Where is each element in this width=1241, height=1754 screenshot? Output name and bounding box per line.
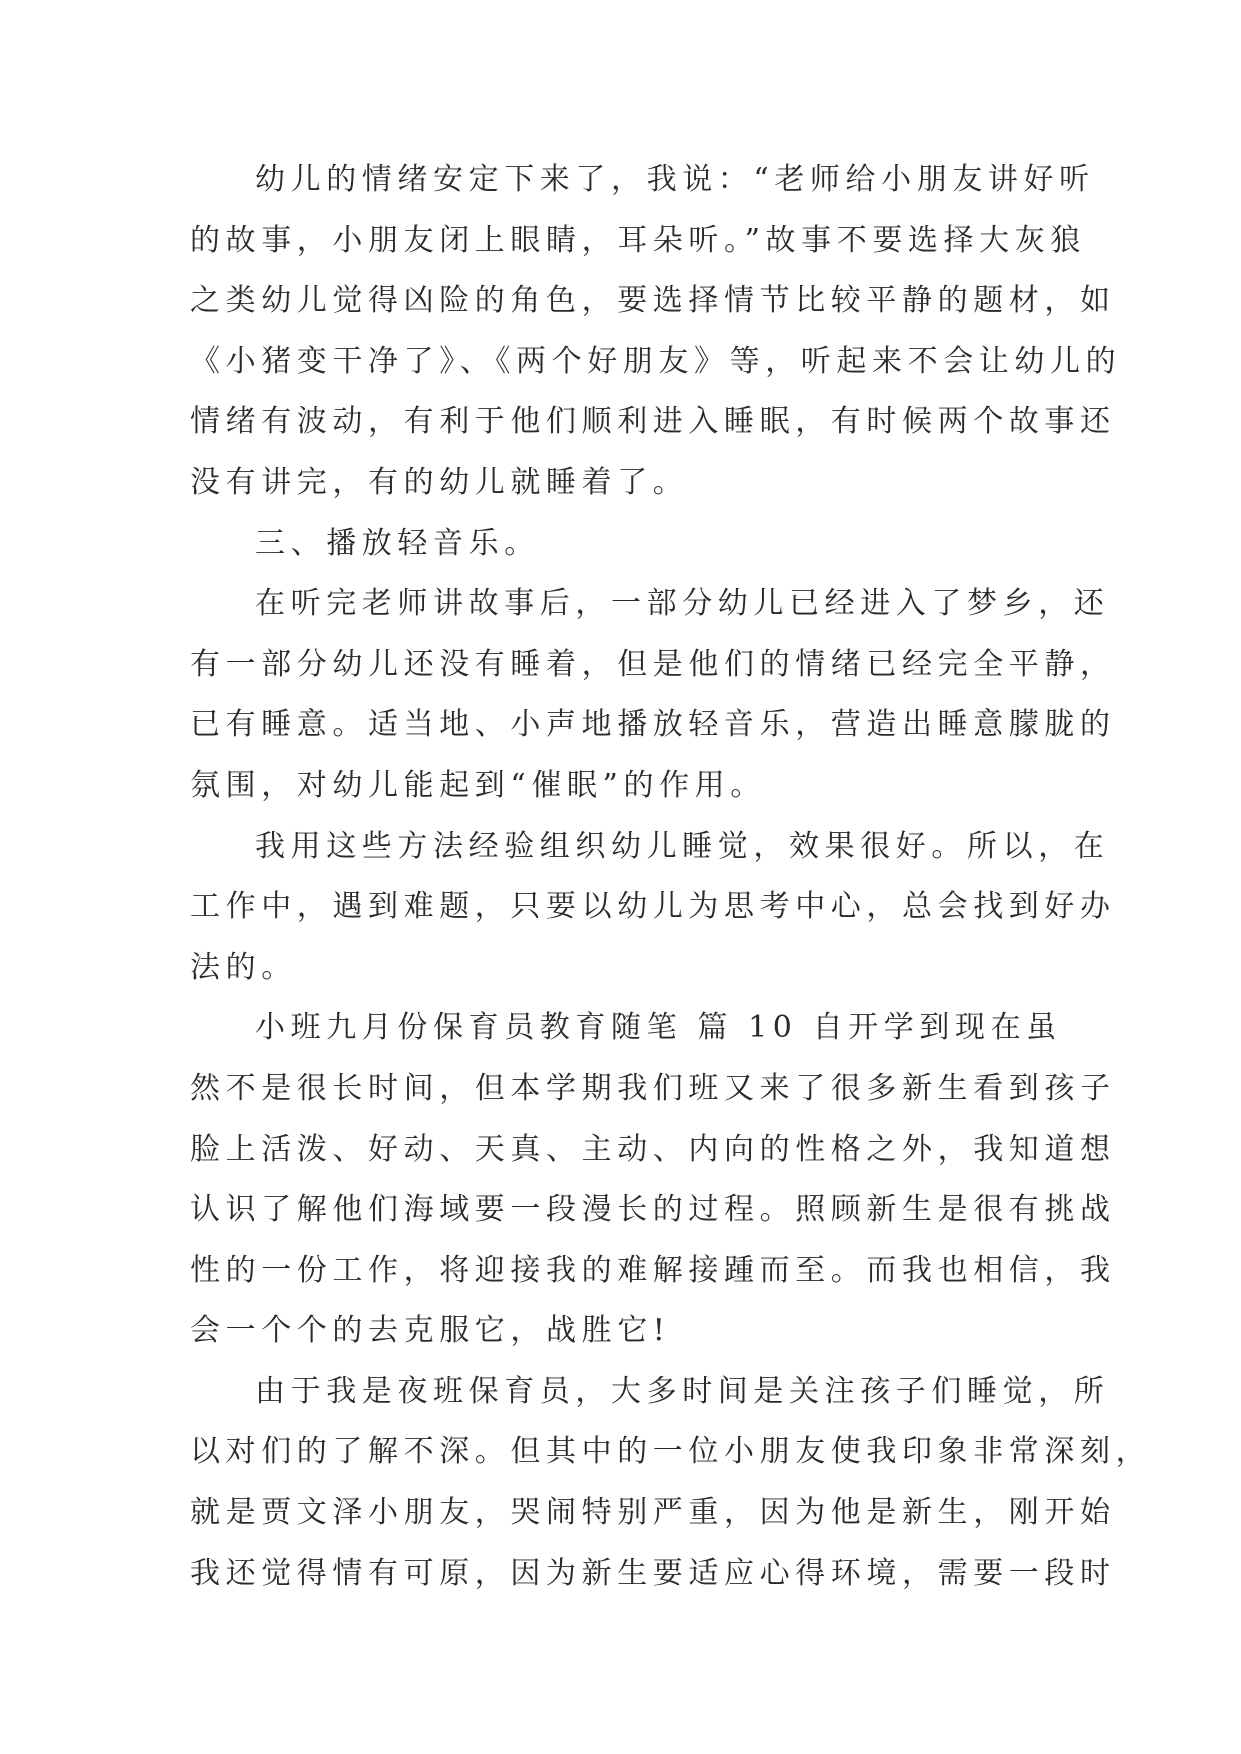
text-line: 情绪有波动，有利于他们顺利进入睡眠，有时候两个故事还 [190,404,1116,440]
text-line: 性的一份工作，将迎接我的难解接踵而至。而我也相信，我 [190,1252,1116,1288]
body-text [190,162,1152,1619]
text-line: 就是贾文泽小朋友，哭闹特别严重，因为他是新生，刚开始 [190,1495,1116,1531]
text-line: 以对们的了解不深。但其中的一位小朋友使我印象非常深刻， [190,1434,1152,1470]
text-line: 幼儿的情绪安定下来了，我说：“老师给小朋友讲好听 [255,162,1095,197]
text-line: 我用这些方法经验组织幼儿睡觉，效果很好。所以，在 [255,828,1110,864]
text-line: 脸上活泼、好动、天真、主动、内向的性格之外，我知道想 [190,1131,1116,1167]
text-line: 我还觉得情有可原，因为新生要适应心得环境，需要一段时 [190,1555,1116,1591]
text-line: 由于我是夜班保育员，大多时间是关注孩子们睡觉，所 [255,1373,1110,1409]
text-line: 会一个个的去克服它，战胜它! [190,1313,671,1349]
text-line: 法的。 [190,949,297,985]
text-line: 认识了解他们海域要一段漫长的过程。照顾新生是很有挑战 [190,1192,1116,1228]
text-line: 然不是很长时间，但本学期我们班又来了很多新生看到孩子 [190,1070,1116,1106]
text-line: 在听完老师讲故事后，一部分幼儿已经进入了梦乡，还 [255,586,1110,622]
text-line: 有一部分幼儿还没有睡着，但是他们的情绪已经完全平静， [190,646,1116,682]
text-line: 已有睡意。适当地、小声地播放轻音乐，营造出睡意朦胧的 [190,707,1116,743]
text-line: 三、播放轻音乐。 [255,525,540,561]
text-line: 之类幼儿觉得凶险的角色，要选择情节比较平静的题材，如 [190,283,1116,319]
text-line: 氛围，对幼儿能起到“催眠”的作用。 [190,767,766,803]
text-line: 工作中，遇到难题，只要以幼儿为思考中心，总会找到好办 [190,889,1116,925]
text-line: 《小猪变干净了》、《两个好朋友》等，听起来不会让幼儿的 [190,343,1122,379]
text-line: 没有讲完，有的幼儿就睡着了。 [190,464,689,500]
text-line: 的故事，小朋友闭上眼睛，耳朵听。”故事不要选择大灰狼 [190,222,1086,258]
text-line: 小班九月份保育员教育随笔 篇 10 自开学到现在虽 [255,1010,1062,1046]
